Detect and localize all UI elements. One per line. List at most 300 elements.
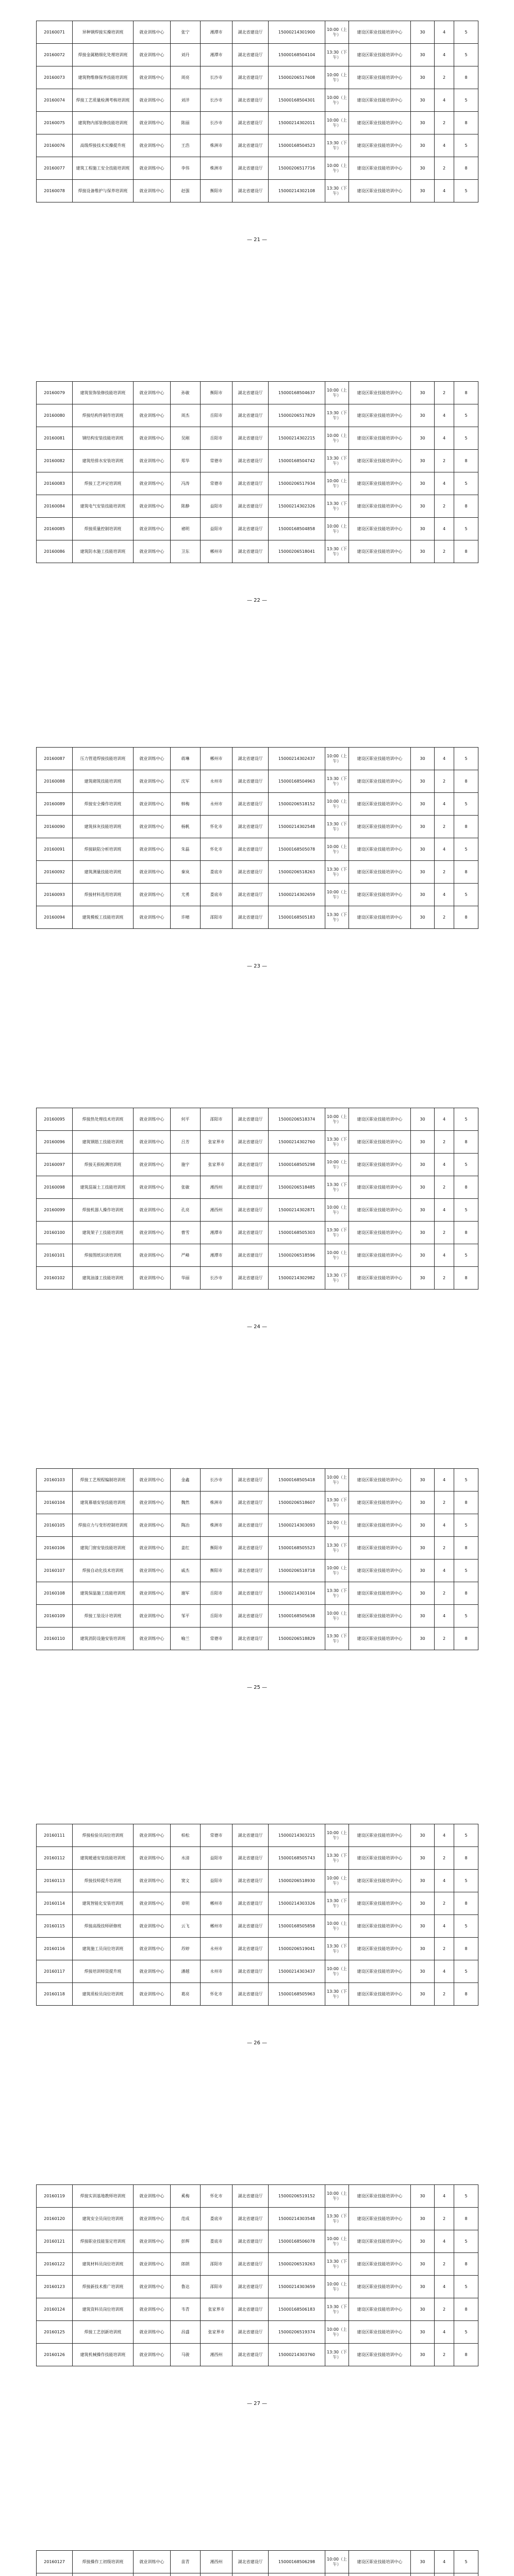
table-cell: 15000206519263 [269,2253,325,2276]
table-cell: 10:00（上午） [325,1108,349,1131]
table-row [37,66,478,89]
table-cell: 10:00（上午） [325,157,349,180]
table-row [37,44,478,66]
table-cell: 10:00（上午） [325,112,349,134]
table-cell: 10:00（上午） [325,472,349,495]
table-cell: 株洲市 [201,1514,233,1537]
table-cell: 10:00（上午） [325,518,349,540]
table-cell: 30 [411,157,435,180]
table-cell: 湖北省建设厅 [233,427,269,450]
table-cell: 娄底市 [201,2208,233,2230]
table-cell: 焊接工艺质量检测考核培训班 [73,89,134,112]
table-row [37,382,478,404]
table-cell: 就业训练中心 [134,1492,171,1514]
table-cell: 湖北省建设厅 [233,495,269,518]
table-cell: 30 [411,1222,435,1244]
table-cell: 株洲市 [201,1492,233,1514]
table-cell: 就业训练中心 [134,472,171,495]
table-cell: 建设区职业技能培训中心 [349,1892,411,1915]
table-row [37,21,478,44]
table-cell: 建设区职业技能培训中心 [349,2185,411,2208]
page-number: — 22 — [246,598,268,603]
table-cell: 异种钢焊接实操培训班 [73,21,134,44]
table-cell: 建筑资料员岗位培训班 [73,2298,134,2321]
table-cell: 尤勇 [171,884,201,906]
table-cell: 就业训练中心 [134,1154,171,1176]
table-cell: 2 [435,1582,454,1605]
table-cell: 邹平 [171,1605,201,1628]
table-cell: 10:00（上午） [325,2230,349,2253]
table-cell: 2 [435,770,454,793]
table-cell: 15000168504858 [269,518,325,540]
table-cell: 5 [454,1244,478,1267]
table-cell: 4 [435,89,454,112]
table-cell: 30 [411,1960,435,1983]
table-cell: 张家界市 [201,2298,233,2321]
table-cell: 5 [454,793,478,816]
table-cell: 湖北省建设厅 [233,1131,269,1154]
table-cell: 8 [454,450,478,472]
table-cell: 20160080 [37,404,73,427]
table-cell: 4 [435,1824,454,1847]
page-number: — 21 — [246,237,268,243]
table-cell: 就业训练中心 [134,793,171,816]
table-cell: 岳阳市 [201,1605,233,1628]
table-cell: 岳阳市 [201,404,233,427]
table-row [37,906,478,929]
table-cell: 10:00（上午） [325,748,349,770]
table-cell: 益阳市 [201,1870,233,1892]
table-cell: 15000214302871 [269,1199,325,1222]
table-cell: 湖北省建设厅 [233,1892,269,1915]
table-cell [37,2573,73,2576]
table-cell: 30 [411,884,435,906]
table-cell: 10:00（上午） [325,884,349,906]
table-cell: 20160096 [37,1131,73,1154]
table-cell: 谢军 [171,1582,201,1605]
table-cell: 2 [435,540,454,563]
table-cell: 5 [454,2185,478,2208]
table-cell: 建设区职业技能培训中心 [349,180,411,202]
table-cell: 建设区职业技能培训中心 [349,884,411,906]
table-cell: 20160104 [37,1492,73,1514]
table-cell: 30 [411,1824,435,1847]
table-cell: 4 [435,1108,454,1131]
table-row [37,2573,478,2576]
table-cell: 建筑施工员岗位培训班 [73,1938,134,1960]
table-cell: 20160099 [37,1199,73,1222]
table-cell: 10:00（上午） [325,2321,349,2344]
table-cell: 湘西州 [201,2551,233,2573]
table-cell: 2 [435,1628,454,1650]
table-cell: 15000168504963 [269,770,325,793]
table-cell: 20160112 [37,1847,73,1870]
table-row [37,1824,478,1847]
table-row [37,427,478,450]
table-cell: 4 [435,1915,454,1938]
table-cell: 岳阳市 [201,1582,233,1605]
table-row [37,1847,478,1870]
table-row [37,1154,478,1176]
table-cell: 8 [454,112,478,134]
table-cell: 30 [411,2185,435,2208]
table-cell: 8 [454,1492,478,1514]
table-cell: 5 [454,1960,478,1983]
table-row [37,2321,478,2344]
schedule-table [36,2550,478,2576]
table-cell: 20160106 [37,1537,73,1560]
table-cell: 湖北省建设厅 [233,2185,269,2208]
table-cell: 30 [411,180,435,202]
table-cell: 15000206518374 [269,1108,325,1131]
table-cell: 建设区职业技能培训中心 [349,1514,411,1537]
table-cell: 就业训练中心 [134,1514,171,1537]
table-cell: 建筑工程施工安全技能培训班 [73,157,134,180]
table-cell: 10:00（上午） [325,382,349,404]
table-cell: 15000214303104 [269,1582,325,1605]
table-cell: 15000206517716 [269,157,325,180]
table-cell: 昌盛 [171,2321,201,2344]
table-cell [411,2573,435,2576]
table-row [37,1469,478,1492]
table-cell: 30 [411,793,435,816]
table-row [37,748,478,770]
table-cell: 13:30（下午） [325,1628,349,1650]
table-cell: 8 [454,1938,478,1960]
table-row [37,1514,478,1537]
table-cell: 20160071 [37,21,73,44]
table-cell: 湖北省建设厅 [233,44,269,66]
table-cell: 范成 [171,2208,201,2230]
table-row [37,540,478,563]
table-cell: 2 [435,1892,454,1915]
table-cell: 岳阳市 [201,427,233,450]
table-row [37,861,478,884]
table-cell: 湖北省建设厅 [233,21,269,44]
table-cell: 13:30（下午） [325,1267,349,1290]
table-cell: 30 [411,906,435,929]
schedule-page [36,1108,478,1330]
table-cell: 13:30（下午） [325,495,349,518]
table-cell: 20160115 [37,1915,73,1938]
table-cell: 8 [454,1537,478,1560]
table-cell: 郑华 [171,450,201,472]
page-number: — 27 — [246,2401,268,2406]
table-cell: 4 [435,1605,454,1628]
table-cell: 就业训练中心 [134,748,171,770]
table-cell: 就业训练中心 [134,1469,171,1492]
table-cell: 建设区职业技能培训中心 [349,1560,411,1582]
table-cell: 15000168505298 [269,1154,325,1176]
table-cell: 建设区职业技能培训中心 [349,1938,411,1960]
table-cell: 就业训练中心 [134,427,171,450]
table-cell: 30 [411,427,435,450]
table-cell: 20160109 [37,1605,73,1628]
table-cell: 郴州市 [201,540,233,563]
table-cell: 就业训练中心 [134,1892,171,1915]
table-cell: 15000168505638 [269,1605,325,1628]
table-cell: 4 [435,44,454,66]
table-cell: 20160110 [37,1628,73,1650]
table-cell: 焊接设备维护与保养培训班 [73,180,134,202]
table-cell: 5 [454,2551,478,2573]
table-cell: 陶冶 [171,1514,201,1537]
table-cell: 建筑材料员岗位培训班 [73,2253,134,2276]
table-cell: 20160097 [37,1154,73,1176]
table-cell: 30 [411,2321,435,2344]
table-cell: 常德市 [201,472,233,495]
table-cell: 建设区职业技能培训中心 [349,2551,411,2573]
table-cell: 30 [411,1560,435,1582]
table-cell: 2 [435,1983,454,2006]
table-cell: 建设区职业技能培训中心 [349,1605,411,1628]
table-cell: 焊接热处理技术培训班 [73,1108,134,1131]
table-cell: 建设区职业技能培训中心 [349,495,411,518]
table-cell: 8 [454,906,478,929]
table-cell: 建筑门窗安装技能培训班 [73,1537,134,1560]
table-cell: 8 [454,1983,478,2006]
table-cell: 就业训练中心 [134,1983,171,2006]
table-cell: 20160124 [37,2298,73,2321]
table-cell: 20160118 [37,1983,73,2006]
table-cell: 常德市 [201,1628,233,1650]
table-cell: 益阳市 [201,495,233,518]
table-cell: 焊接结构件制作培训班 [73,404,134,427]
table-cell: 建筑装饰装修技能培训班 [73,382,134,404]
table-cell: 15000214301900 [269,21,325,44]
table-cell: 5 [454,21,478,44]
table-cell: 湖北省建设厅 [233,1870,269,1892]
table-cell: 张家界市 [201,2321,233,2344]
table-cell: 4 [435,2230,454,2253]
table-cell: 常德市 [201,1824,233,1847]
table-cell: 建筑物维修保养技能培训班 [73,66,134,89]
table-cell: 建设区职业技能培训中心 [349,2298,411,2321]
table-cell: 20160117 [37,1960,73,1983]
table-cell: 2 [435,2344,454,2366]
table-cell: 常德市 [201,450,233,472]
table-cell: 20160100 [37,1222,73,1244]
table-cell: 焊接无损检测培训班 [73,1154,134,1176]
table-cell: 30 [411,748,435,770]
schedule-page [36,2550,478,2576]
table-cell: 15000168506078 [269,2230,325,2253]
table-cell [171,2573,201,2576]
table-cell: 郴州市 [201,748,233,770]
table-cell: 就业训练中心 [134,1560,171,1582]
table-cell: 20160105 [37,1514,73,1537]
table-cell: 就业训练中心 [134,2344,171,2366]
table-cell [233,2573,269,2576]
schedule-table [36,2184,478,2366]
table-cell: 建筑架子工技能培训班 [73,1222,134,1244]
table-cell: 湖北省建设厅 [233,1847,269,1870]
table-cell: 建设区职业技能培训中心 [349,1870,411,1892]
table-cell: 湖北省建设厅 [233,1628,269,1650]
table-cell: 13:30（下午） [325,1222,349,1244]
table-cell: 陈静 [171,495,201,518]
table-cell: 湖北省建设厅 [233,518,269,540]
table-cell: 焊接材料选用培训班 [73,884,134,906]
table-cell: 孔亮 [171,1199,201,1222]
table-cell: 建筑抹灰技能培训班 [73,816,134,838]
table-cell: 15000168505743 [269,1847,325,1870]
table-cell: 15000214302760 [269,1131,325,1154]
table-cell: 湖北省建设厅 [233,1176,269,1199]
schedule-table [36,1108,478,1290]
table-cell: 苗青 [171,2551,201,2573]
table-cell: 秦岚 [171,861,201,884]
table-cell: 20160091 [37,838,73,861]
table-cell: 就业训练中心 [134,112,171,134]
table-cell: 长沙市 [201,1469,233,1492]
table-cell: 10:00（上午） [325,427,349,450]
table-cell: 30 [411,2208,435,2230]
table-row [37,838,478,861]
table-row [37,1983,478,2006]
table-cell: 30 [411,540,435,563]
table-cell: 15000168505963 [269,1983,325,2006]
table-cell: 就业训练中心 [134,838,171,861]
table-cell: 湖北省建设厅 [233,1560,269,1582]
table-cell: 4 [435,1960,454,1983]
table-cell: 30 [411,472,435,495]
table-cell: 20160102 [37,1267,73,1290]
table-cell: 8 [454,1628,478,1650]
table-cell: 8 [454,1582,478,1605]
table-row [37,404,478,427]
table-cell: 20160093 [37,884,73,906]
table-cell: 10:00（上午） [325,1244,349,1267]
table-row [37,112,478,134]
table-cell: 焊接工艺创新培训班 [73,2321,134,2344]
table-cell: 就业训练中心 [134,1176,171,1199]
table-cell: 就业训练中心 [134,518,171,540]
table-cell: 窦文 [171,1870,201,1892]
table-cell: 就业训练中心 [134,2321,171,2344]
table-cell: 20160088 [37,770,73,793]
table-cell: 30 [411,44,435,66]
table-cell: 建筑安全员岗位培训班 [73,2208,134,2230]
table-cell: 2 [435,450,454,472]
table-cell: 就业训练中心 [134,1108,171,1131]
table-cell: 30 [411,1244,435,1267]
table-row [37,157,478,180]
table-cell: 20160090 [37,816,73,838]
table-cell: 焊接图纸识读培训班 [73,1244,134,1267]
table-cell: 13:30（下午） [325,770,349,793]
table-cell: 30 [411,382,435,404]
table-cell: 4 [435,884,454,906]
table-cell: 马骏 [171,2344,201,2366]
table-cell: 15000206518485 [269,1176,325,1199]
table-row [37,1492,478,1514]
table-cell: 20160126 [37,2344,73,2366]
table-cell: 建设区职业技能培训中心 [349,816,411,838]
table-cell: 褚明 [171,518,201,540]
table-cell: 吴刚 [171,427,201,450]
table-cell: 15000214302215 [269,427,325,450]
table-cell: 15000168505303 [269,1222,325,1244]
table-cell: 湘西州 [201,2344,233,2366]
table-cell: 30 [411,21,435,44]
table-cell: 就业训练中心 [134,382,171,404]
table-cell: 30 [411,495,435,518]
table-cell: 建设区职业技能培训中心 [349,382,411,404]
table-cell: 严峰 [171,1244,201,1267]
table-cell: 钢结构安装技能培训班 [73,427,134,450]
table-cell: 建设区职业技能培训中心 [349,2276,411,2298]
table-cell: 衡阳市 [201,382,233,404]
table-cell: 30 [411,2551,435,2573]
table-cell: 15000168505183 [269,906,325,929]
table-cell: 20160113 [37,1870,73,1892]
table-row [37,793,478,816]
schedule-table [36,1468,478,1650]
table-row [37,2208,478,2230]
table-row [37,2344,478,2366]
table-cell: 5 [454,1560,478,1582]
table-cell: 长沙市 [201,112,233,134]
table-row [37,1222,478,1244]
table-cell: 衡阳市 [201,180,233,202]
table-cell: 张敏 [171,1176,201,1199]
table-cell: 建设区职业技能培训中心 [349,2344,411,2366]
table-cell: 湖北省建设厅 [233,134,269,157]
table-cell: 华丽 [171,1267,201,1290]
table-cell: 8 [454,1222,478,1244]
table-cell: 湖北省建设厅 [233,2298,269,2321]
table-cell: 焊接安全操作培训班 [73,793,134,816]
table-cell: 30 [411,1605,435,1628]
table-row [37,2276,478,2298]
table-cell: 湖北省建设厅 [233,1469,269,1492]
table-cell: 湖北省建设厅 [233,793,269,816]
table-cell: 魏然 [171,1492,201,1514]
table-cell: 15000206517829 [269,404,325,427]
table-cell: 20160085 [37,518,73,540]
table-cell: 建设区职业技能培训中心 [349,1222,411,1244]
table-cell: 4 [435,748,454,770]
table-cell: 20160107 [37,1560,73,1582]
table-cell: 建设区职业技能培训中心 [349,1469,411,1492]
table-cell: 建设区职业技能培训中心 [349,793,411,816]
table-cell: 湖北省建设厅 [233,1154,269,1176]
table-cell: 彭辉 [171,2230,201,2253]
schedule-table [36,21,478,202]
schedule-page [36,1468,478,1690]
table-cell: 2 [435,816,454,838]
table-cell: 湖北省建设厅 [233,1244,269,1267]
table-cell: 10:00（上午） [325,2185,349,2208]
table-cell: 30 [411,1267,435,1290]
table-cell: 焊接操作工初级培训班 [73,2551,134,2573]
table-cell: 30 [411,1870,435,1892]
table-cell: 15000214303548 [269,2208,325,2230]
table-cell: 13:30（下午） [325,861,349,884]
table-cell: 30 [411,2230,435,2253]
table-cell: 就业训练中心 [134,1824,171,1847]
table-cell: 湘潭市 [201,1222,233,1244]
table-cell: 15000206519041 [269,1938,325,1960]
table-cell: 13:30（下午） [325,450,349,472]
table-cell: 30 [411,1938,435,1960]
table-cell: 15000214302437 [269,748,325,770]
table-cell: 10:00（上午） [325,1199,349,1222]
table-cell: 湖北省建设厅 [233,1938,269,1960]
table-cell: 湖北省建设厅 [233,66,269,89]
table-cell: 30 [411,518,435,540]
